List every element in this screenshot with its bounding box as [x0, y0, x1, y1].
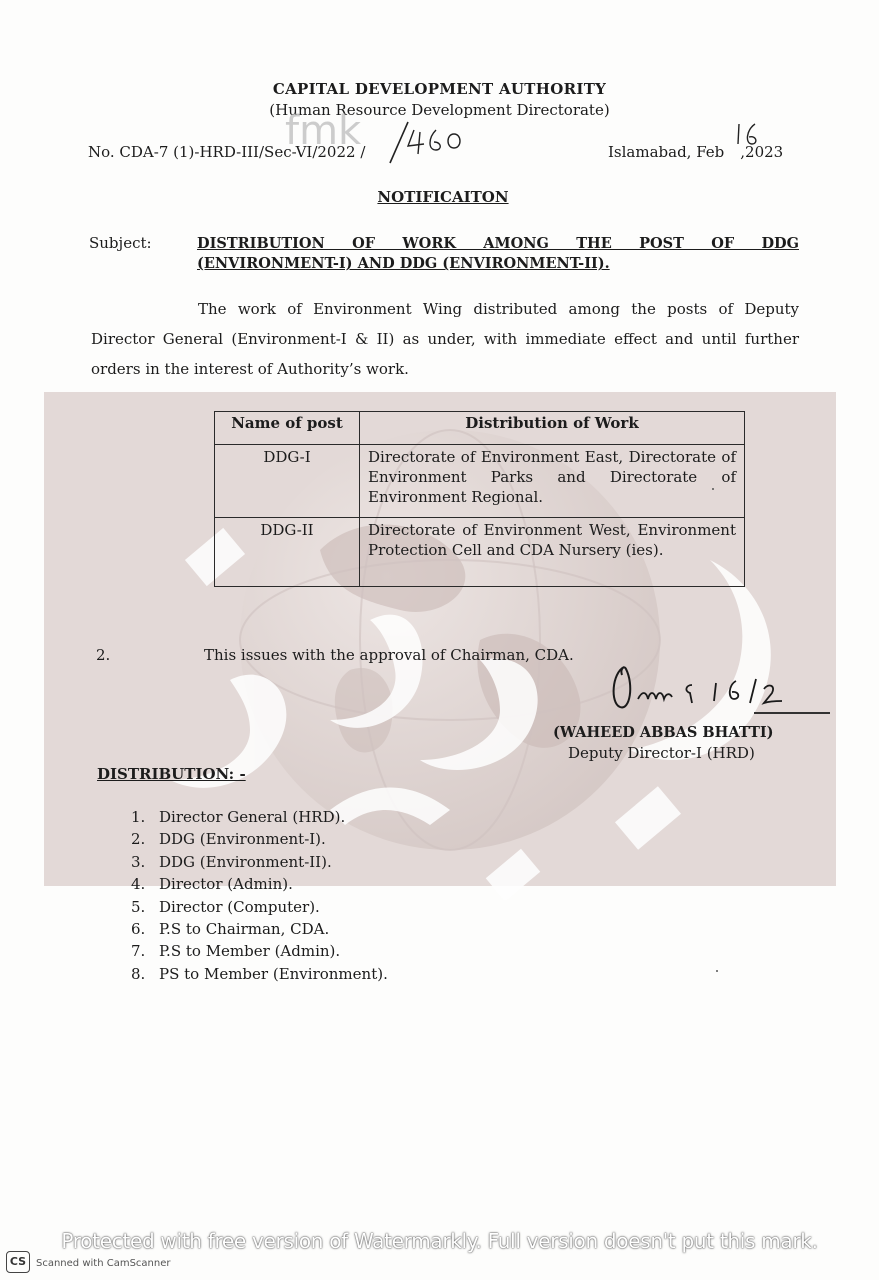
- speck-mark: [712, 488, 714, 490]
- place-date-prefix: Islamabad, Feb: [608, 143, 725, 161]
- list-item: 3. DDG (Environment-II).: [131, 852, 332, 871]
- list-item: 2. DDG (Environment-I).: [131, 830, 326, 849]
- post-cell: DDG-I: [215, 445, 360, 518]
- date-year: ,2023: [740, 143, 784, 161]
- subject-line-1: DISTRIBUTION OF WORK AMONG THE POST OF DDG: [197, 235, 799, 252]
- point-number: 2.: [96, 646, 111, 664]
- notification-heading: NOTIFICAITON: [377, 188, 509, 206]
- work-cell: Directorate of Environment West, Environment Protection Cell and CDA Nursery (ies).: [360, 518, 745, 587]
- point-text: This issues with the approval of Chairman, CDA.: [204, 646, 574, 664]
- reference-number: No. CDA-7 (1)-HRD-III/Sec-VI/2022 /: [88, 143, 366, 161]
- list-item: 1. Director General (HRD).: [131, 808, 346, 826]
- list-item: 8. PS to Member (Environment).: [131, 964, 388, 983]
- handwritten-day-icon: [733, 120, 763, 150]
- subject-line-2: (ENVIRONMENT-I) AND DDG (ENVIRONMENT-II).: [197, 255, 610, 272]
- camscanner-text: Scanned with CamScanner: [36, 1258, 171, 1269]
- list-item: 7. P.S to Member (Admin).: [131, 942, 341, 961]
- handwritten-number-460-icon: [378, 118, 468, 168]
- watermarkly-notice: Protected with free version of Watermarkly. Full version doesn't put this mark.: [61, 1229, 818, 1253]
- signatory-name: (WAHEED ABBAS BHATTI): [553, 724, 774, 741]
- stamp-watermark: fmk: [285, 108, 362, 154]
- header-distribution-of-work: Distribution of Work: [360, 412, 745, 445]
- authority-title: CAPITAL DEVELOPMENT AUTHORITY: [272, 80, 607, 98]
- list-item: 5. Director (Computer).: [131, 897, 320, 916]
- directorate-subtitle: (Human Resource Development Directorate): [269, 101, 610, 119]
- subject-label: Subject:: [89, 234, 152, 252]
- work-distribution-table: [214, 411, 745, 587]
- header-name-of-post: Name of post: [215, 412, 360, 445]
- work-cell: Directorate of Environment East, Directorate of Environment Parks and Directorate of Environment Regional.: [360, 445, 745, 518]
- table-row: [215, 445, 745, 518]
- signatory-designation: Deputy Director-I (HRD): [568, 744, 755, 762]
- post-cell: DDG-II: [215, 518, 360, 587]
- table-header-row: [215, 412, 745, 445]
- intro-paragraph: The work of Environment Wing distributed among the posts of Deputy Director General (Environment-I & II) as under, with immediate effect and until further orders in the interest of Authority’s work.: [91, 300, 799, 378]
- distribution-list: [131, 806, 388, 985]
- speck-mark: [716, 970, 718, 972]
- camscanner-logo-icon: CS: [6, 1251, 30, 1273]
- list-item: 6. P.S to Chairman, CDA.: [131, 919, 330, 938]
- distribution-heading: DISTRIBUTION: -: [97, 765, 246, 783]
- signature-icon: [604, 655, 834, 735]
- list-item: 4. Director (Admin).: [131, 875, 293, 894]
- table-row: [215, 518, 745, 587]
